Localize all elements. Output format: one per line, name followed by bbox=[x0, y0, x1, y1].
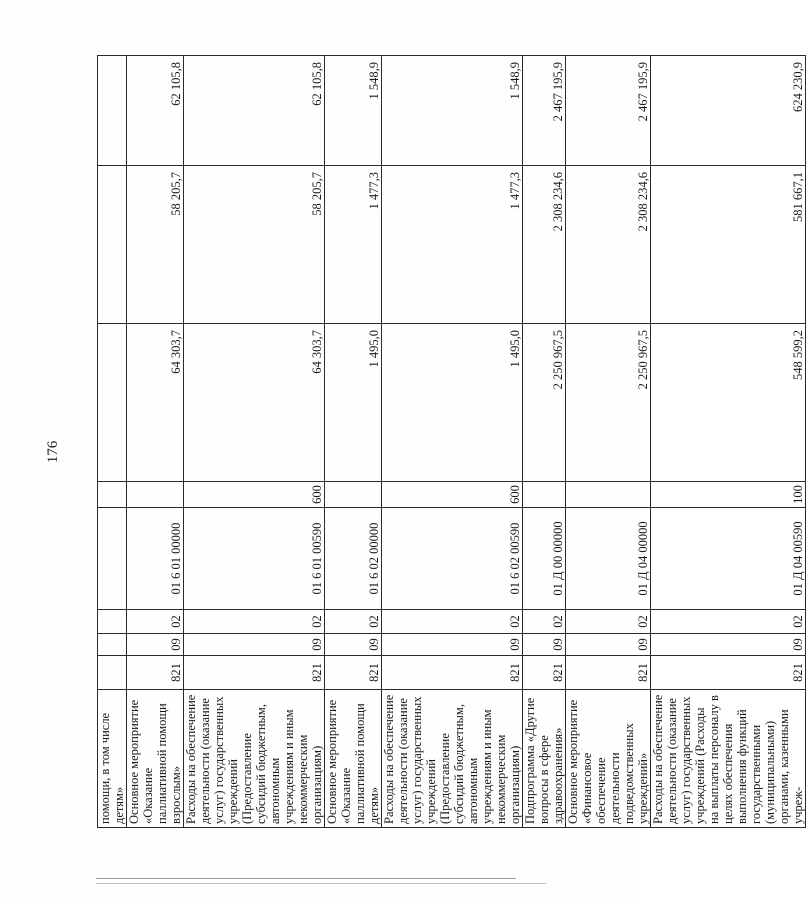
footer-rule bbox=[96, 878, 516, 879]
cell-expense-type bbox=[523, 482, 566, 508]
cell-amount-year-2: 58 205,7 bbox=[127, 166, 184, 324]
budget-table-rotated bbox=[97, 56, 805, 828]
cell-name: Основное мероприятие «Оказание паллиативной помощи взрослым» bbox=[127, 690, 184, 828]
cell-target-article: 01 6 02 00590 bbox=[382, 508, 523, 610]
cell-amount-year-3 bbox=[98, 56, 127, 166]
cell-section: 09 bbox=[127, 634, 184, 656]
cell-section: 09 bbox=[184, 634, 325, 656]
cell-name: Расходы на обеспечение деятельности (оказание услуг) государственных учреждений (Предоставление субсидий бюджетным, автономным учреждениям и иным некоммерческим организациям) bbox=[382, 690, 523, 828]
cell-code: 821 bbox=[566, 656, 651, 690]
cell-target-article: 01 6 01 00000 bbox=[127, 508, 184, 610]
cell-subsection: 02 bbox=[566, 610, 651, 634]
cell-amount-year-1: 548 599,2 bbox=[651, 324, 806, 482]
cell-code: 821 bbox=[382, 656, 523, 690]
cell-amount-year-3: 624 230,9 bbox=[651, 56, 806, 166]
cell-name: Основное мероприятие «Финансовое обеспечение деятельности подведомственных учреждений» bbox=[566, 690, 651, 828]
cell-expense-type bbox=[566, 482, 651, 508]
cell-code: 821 bbox=[127, 656, 184, 690]
cell-name: Основное мероприятие «Оказание паллиативной помощи детям» bbox=[325, 690, 382, 828]
cell-amount-year-1: 2 250 967,5 bbox=[566, 324, 651, 482]
cell-subsection bbox=[98, 610, 127, 634]
cell-amount-year-3: 1 548,9 bbox=[382, 56, 523, 166]
cell-target-article bbox=[98, 508, 127, 610]
cell-name: Подпрограмма «Другие вопросы в сфере здравоохранения» bbox=[523, 690, 566, 828]
cell-amount-year-1: 1 495,0 bbox=[325, 324, 382, 482]
cell-section: 09 bbox=[523, 634, 566, 656]
table-row bbox=[566, 56, 651, 828]
cell-expense-type bbox=[98, 482, 127, 508]
cell-amount-year-2 bbox=[98, 166, 127, 324]
table-row bbox=[523, 56, 566, 828]
table-row bbox=[382, 56, 523, 828]
cell-amount-year-1: 1 495,0 bbox=[382, 324, 523, 482]
cell-expense-type: 100 bbox=[651, 482, 806, 508]
table-row bbox=[98, 56, 127, 828]
cell-amount-year-2: 58 205,7 bbox=[184, 166, 325, 324]
cell-section: 09 bbox=[382, 634, 523, 656]
cell-expense-type: 600 bbox=[382, 482, 523, 508]
cell-amount-year-2: 1 477,3 bbox=[325, 166, 382, 324]
cell-code: 821 bbox=[184, 656, 325, 690]
cell-target-article: 01 Д 04 00000 bbox=[566, 508, 651, 610]
cell-amount-year-1 bbox=[98, 324, 127, 482]
cell-amount-year-3: 2 467 195,9 bbox=[523, 56, 566, 166]
cell-subsection: 02 bbox=[651, 610, 806, 634]
cell-name: помощи, в том числе детям» bbox=[98, 690, 127, 828]
cell-subsection: 02 bbox=[127, 610, 184, 634]
cell-amount-year-3: 62 105,8 bbox=[184, 56, 325, 166]
cell-amount-year-3: 62 105,8 bbox=[127, 56, 184, 166]
cell-amount-year-1: 2 250 967,5 bbox=[523, 324, 566, 482]
cell-target-article: 01 Д 04 00590 bbox=[651, 508, 806, 610]
cell-target-article: 01 6 02 00000 bbox=[325, 508, 382, 610]
cell-expense-type: 600 bbox=[184, 482, 325, 508]
cell-target-article: 01 6 01 00590 bbox=[184, 508, 325, 610]
table-row bbox=[127, 56, 184, 828]
cell-subsection: 02 bbox=[184, 610, 325, 634]
cell-amount-year-3: 2 467 195,9 bbox=[566, 56, 651, 166]
table-body bbox=[98, 56, 806, 828]
cell-target-article: 01 Д 00 00000 bbox=[523, 508, 566, 610]
cell-section: 09 bbox=[651, 634, 806, 656]
cell-subsection: 02 bbox=[382, 610, 523, 634]
page-number: 176 bbox=[45, 440, 61, 464]
budget-table bbox=[97, 55, 806, 828]
cell-code: 821 bbox=[325, 656, 382, 690]
cell-expense-type bbox=[127, 482, 184, 508]
cell-code bbox=[98, 656, 127, 690]
cell-code: 821 bbox=[523, 656, 566, 690]
cell-amount-year-2: 581 667,1 bbox=[651, 166, 806, 324]
cell-amount-year-2: 1 477,3 bbox=[382, 166, 523, 324]
cell-name: Расходы на обеспечение деятельности (оказание услуг) государственных учреждений (Предоставление субсидий бюджетным, автономным учреждениям и иным некоммерческим организациям) bbox=[184, 690, 325, 828]
cell-section: 09 bbox=[566, 634, 651, 656]
cell-subsection: 02 bbox=[523, 610, 566, 634]
cell-section bbox=[98, 634, 127, 656]
cell-amount-year-1: 64 303,7 bbox=[127, 324, 184, 482]
cell-amount-year-3: 1 548,9 bbox=[325, 56, 382, 166]
table-row bbox=[651, 56, 806, 828]
cell-subsection: 02 bbox=[325, 610, 382, 634]
cell-name: Расходы на обеспечение деятельности (оказание услуг) государственных учреждений (Расходы на выплаты персоналу в целях обеспечения выполнения функций государственными (муниципальными) органами, казенными учреж- bbox=[651, 690, 806, 828]
cell-amount-year-2: 2 308 234,6 bbox=[523, 166, 566, 324]
cell-code: 821 bbox=[651, 656, 806, 690]
cell-amount-year-2: 2 308 234,6 bbox=[566, 166, 651, 324]
cell-section: 09 bbox=[325, 634, 382, 656]
table-row bbox=[184, 56, 325, 828]
cell-expense-type bbox=[325, 482, 382, 508]
footer-rule-secondary bbox=[96, 883, 546, 884]
table-row bbox=[325, 56, 382, 828]
cell-amount-year-1: 64 303,7 bbox=[184, 324, 325, 482]
